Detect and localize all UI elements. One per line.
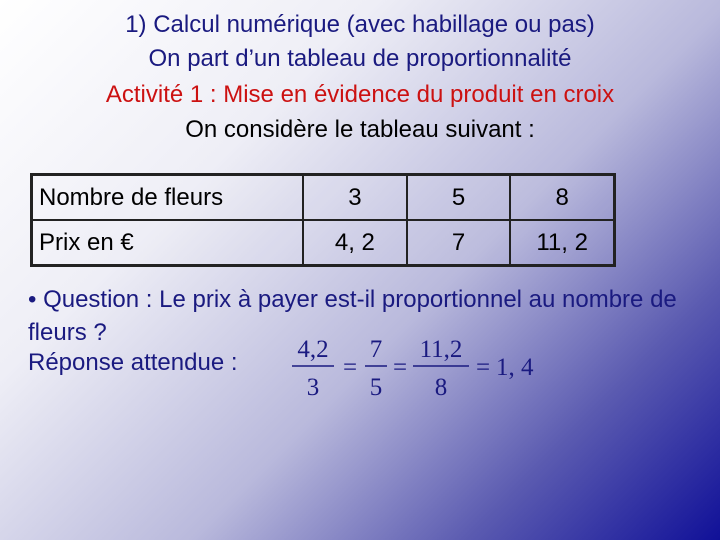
equals-sign: = bbox=[342, 354, 358, 381]
table-row bbox=[32, 175, 615, 221]
row-label-prix: Prix en € bbox=[32, 220, 304, 266]
table-cell: 4, 2 bbox=[303, 220, 407, 266]
table-cell: 11, 2 bbox=[510, 220, 614, 266]
fraction-denominator: 5 bbox=[369, 374, 383, 401]
table-row bbox=[32, 220, 615, 266]
fraction-denominator: 3 bbox=[306, 374, 320, 401]
ratio-equation bbox=[287, 333, 547, 403]
fraction-denominator: 8 bbox=[434, 374, 448, 401]
row-label-fleurs: Nombre de fleurs bbox=[32, 175, 304, 221]
answer-label: Réponse attendue : bbox=[28, 349, 238, 376]
fraction-numerator: 4,2 bbox=[297, 336, 329, 363]
table-cell: 3 bbox=[303, 175, 407, 221]
table-cell: 5 bbox=[407, 175, 511, 221]
equals-sign: = bbox=[392, 354, 408, 381]
title-line-1: 1) Calcul numérique (avec habillage ou pas) bbox=[125, 11, 595, 38]
equals-sign: = bbox=[475, 354, 491, 381]
question-text: • Question : Le prix à payer est-il proportionnel au nombre de fleurs ? bbox=[28, 286, 677, 346]
title-line-2: On part d’un tableau de proportionnalité bbox=[148, 45, 572, 72]
proportionality-table bbox=[30, 173, 616, 267]
table-cell: 8 bbox=[510, 175, 614, 221]
fraction-numerator: 7 bbox=[369, 336, 383, 363]
table-cell: 7 bbox=[407, 220, 511, 266]
activity-title: Activité 1 : Mise en évidence du produit en croix bbox=[105, 81, 615, 108]
fraction-numerator: 11,2 bbox=[419, 336, 463, 363]
intro-text: On considère le tableau suivant : bbox=[185, 116, 535, 143]
equation-result: 1, 4 bbox=[496, 354, 534, 381]
